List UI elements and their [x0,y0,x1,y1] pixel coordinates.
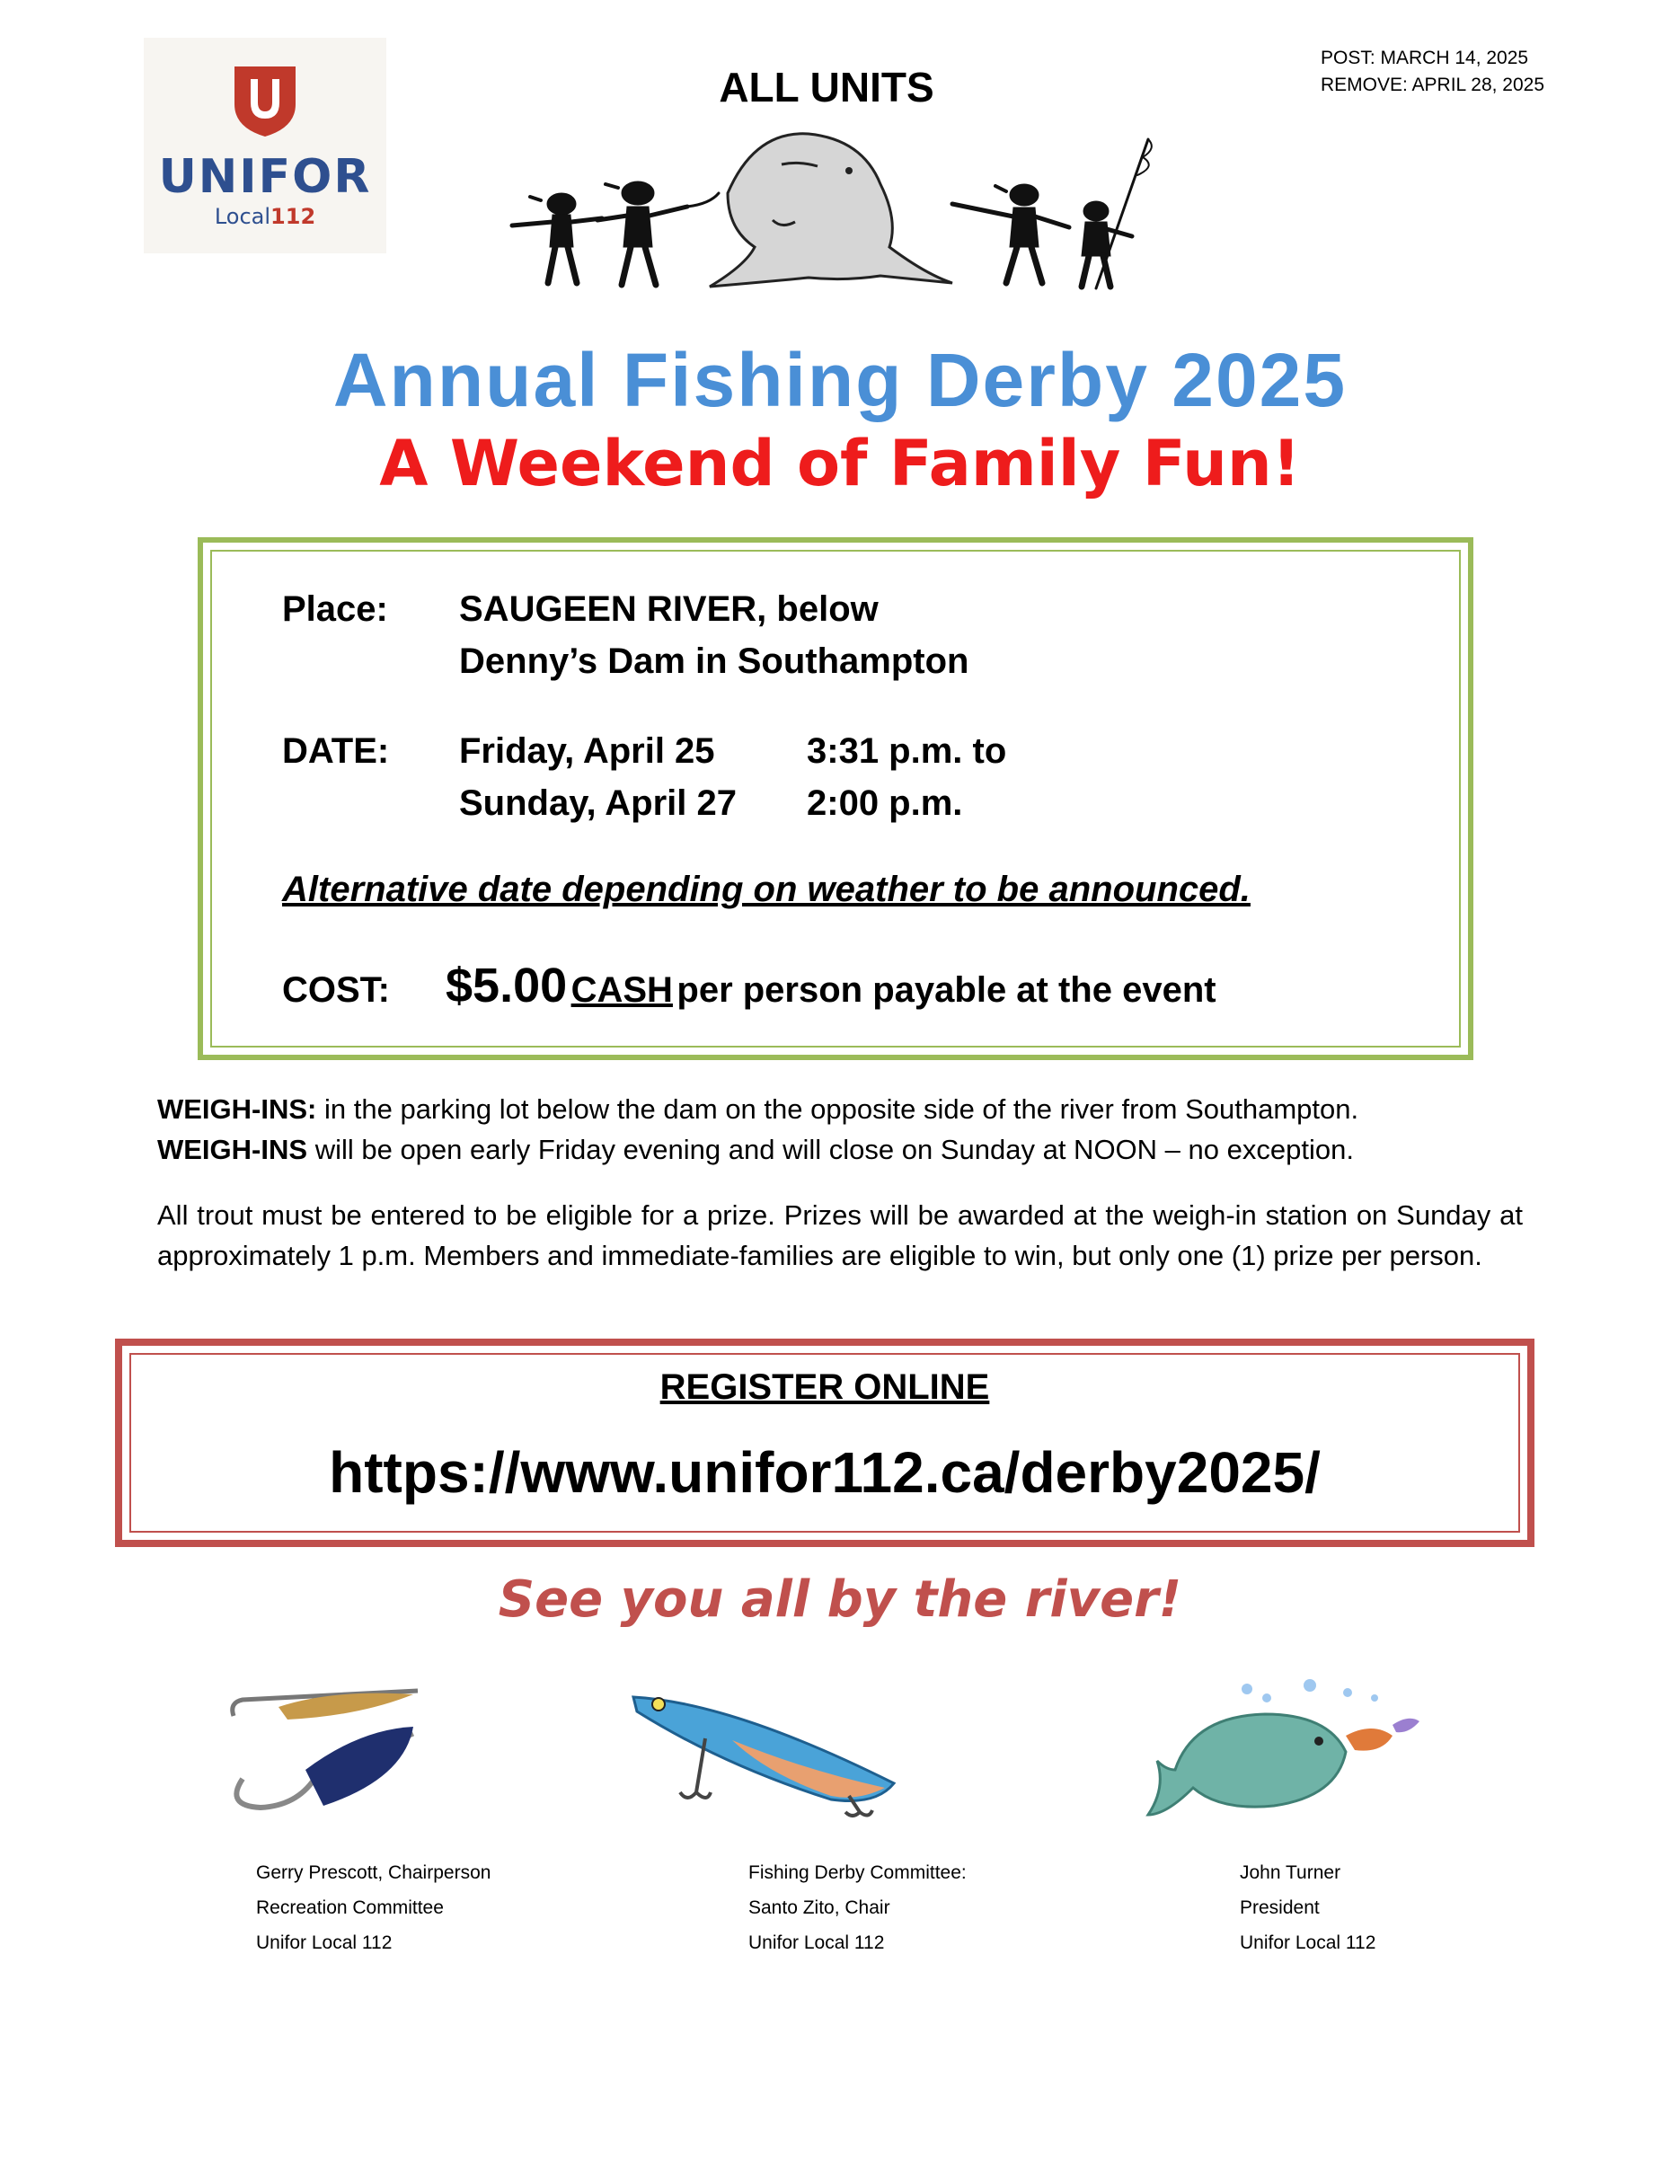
cartoon-fish-icon [1139,1671,1427,1824]
logo-wordmark: UNIFOR [158,150,372,204]
date-day-2: Sunday, April 27 [459,783,737,823]
date-time-1: 3:31 p.m. to [807,731,1007,771]
place-label: Place: [282,589,388,629]
all-units-heading: ALL UNITS [719,64,934,111]
date-label: DATE: [282,731,390,771]
weigh-ins-paragraph [157,1089,1523,1170]
crankbait-lure-icon [624,1684,903,1819]
posting-dates [1321,45,1544,99]
register-title: REGISTER ONLINE [659,1367,990,1407]
signature-block-3: John Turner President Unifor Local 112 [1240,1862,1376,1953]
weigh-ins-text-2: will be open early Friday evening and will close on Sunday at NOON – no exception. [314,1134,1354,1165]
closing-message: See you all by the river! [498,1570,1182,1629]
date-day-1: Friday, April 25 [459,731,715,771]
cost-rest: per person payable at the event [676,970,1216,1010]
cost-label: COST: [282,970,390,1010]
unifor-shield-icon [231,63,299,138]
place-line-1: SAUGEEN RIVER, below [459,589,879,629]
date-time-2: 2:00 p.m. [807,783,963,823]
prizes-paragraph: All trout must be entered to be eligible for a prize. Prizes will be awarded at the weigh-in station on Sunday at approximately 1 p.m. Members and immediate-families are eligible to win, but only one (1) prize per person. [157,1199,1523,1271]
signature-block-1: Gerry Prescott, Chairperson Recreation Committee Unifor Local 112 [256,1862,491,1953]
remove-date: REMOVE: APRIL 28, 2025 [1321,75,1545,95]
register-box [115,1339,1534,1547]
page-subtitle: A Weekend of Family Fun! [379,427,1301,500]
weigh-ins-text-1: in the parking lot below the dam on the opposite side of the river from Southampton. [324,1093,1359,1125]
cost-value [446,958,1216,1013]
place-line-2: Denny’s Dam in Southampton [459,641,969,681]
cost-price: $5.00 [446,959,568,1012]
weigh-ins-label-1: WEIGH-INS: [157,1093,317,1125]
register-url-link[interactable]: https://www.unifor112.ca/derby2025/ [329,1440,1321,1505]
cost-cash: CASH [570,970,673,1010]
event-details-box [198,537,1473,1060]
alternative-date-note: Alternative date depending on weather to be announced. [282,870,1251,909]
signature-block-2: Fishing Derby Committee: Santo Zito, Chair Unifor Local 112 [748,1862,967,1953]
page-title: Annual Fishing Derby 2025 [332,338,1348,422]
post-date: POST: MARCH 14, 2025 [1321,48,1529,68]
unifor-logo [144,38,386,253]
weigh-ins-label-2: WEIGH-INS [157,1134,308,1165]
stick-figures-fish-illustration [503,121,1159,292]
fly-lure-icon [225,1680,431,1815]
logo-local: Local112 [214,204,316,229]
